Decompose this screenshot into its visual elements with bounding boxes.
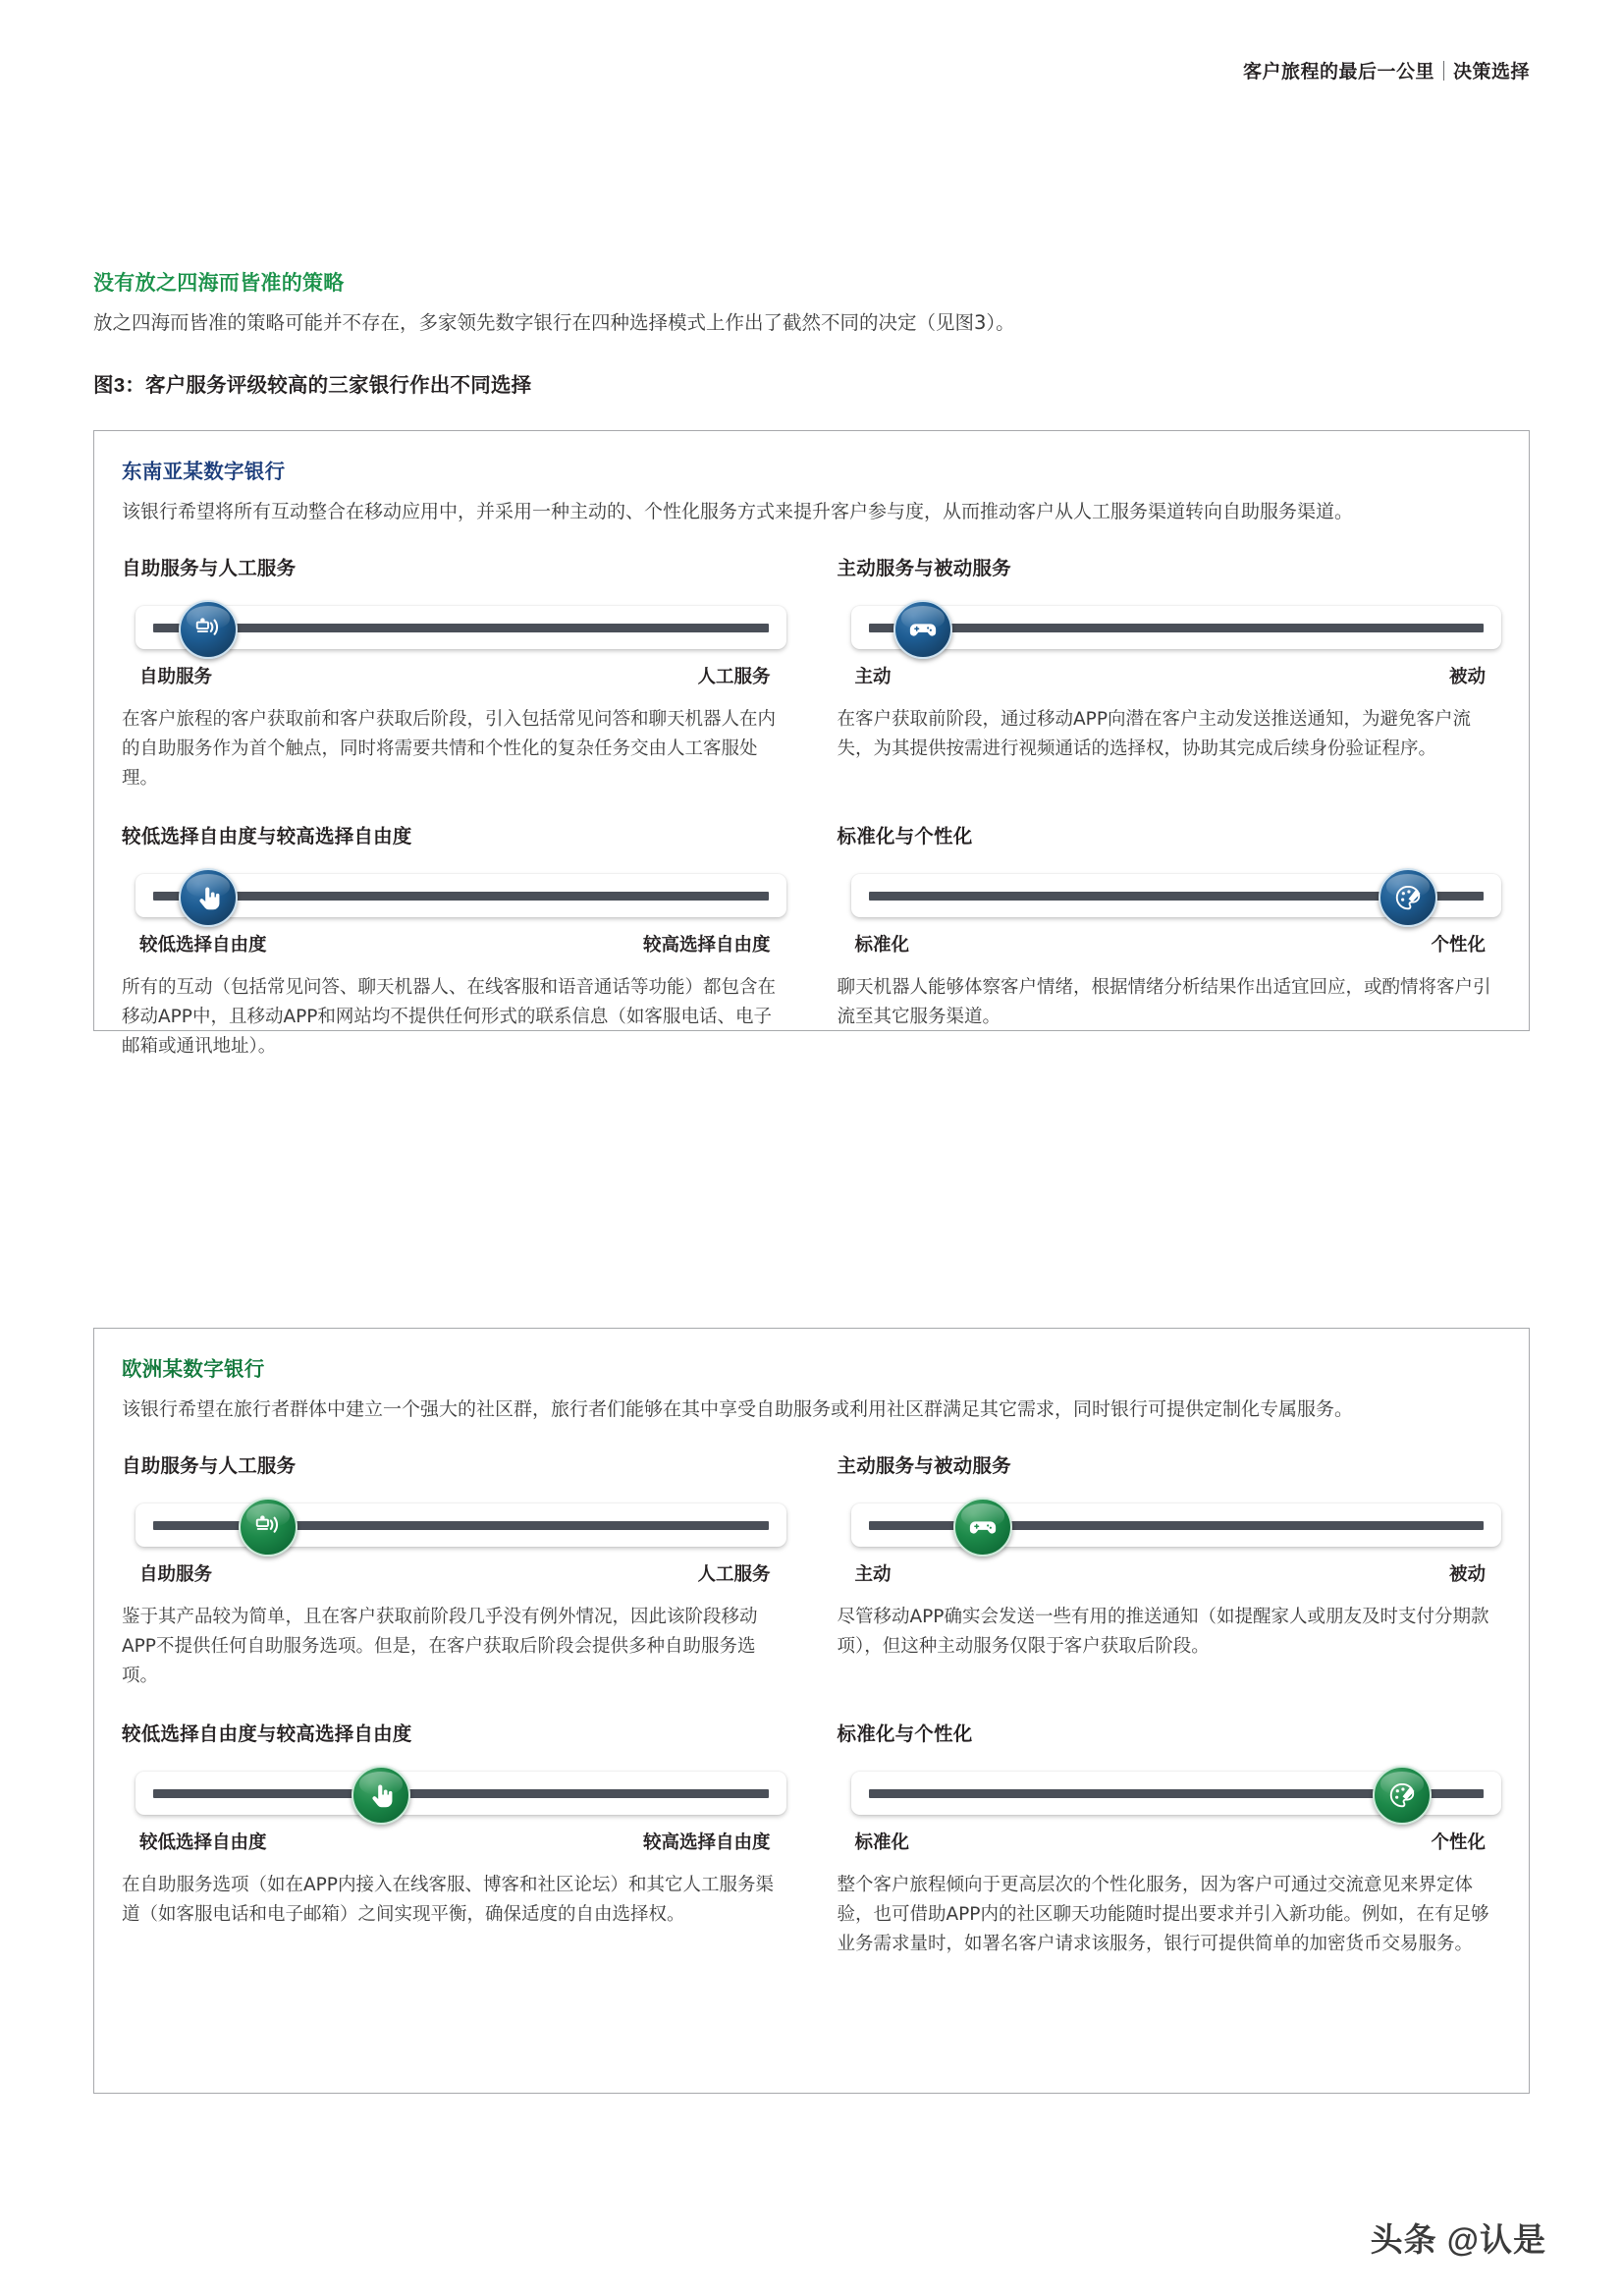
slider-endpoints [122, 663, 786, 688]
slider-left-label: 较低选择自由度 [139, 934, 267, 955]
slider-left-label: 主动 [854, 666, 892, 686]
speaker-broadcast-icon [253, 1512, 283, 1542]
running-header-subtitle: 决策选择 [1452, 62, 1530, 82]
palette-icon [1387, 1780, 1417, 1810]
slider-track[interactable] [153, 1789, 769, 1798]
slider-knob[interactable] [179, 600, 238, 659]
slider-right-label: 人工服务 [697, 666, 771, 686]
slider-right-label: 较高选择自由度 [642, 934, 771, 955]
slider[interactable] [838, 862, 1502, 925]
slider[interactable] [122, 594, 786, 657]
gamepad-icon [968, 1512, 998, 1542]
slider[interactable] [838, 1492, 1502, 1555]
slider-knob[interactable] [953, 1498, 1012, 1557]
dimension-proactive-vs-reactive [838, 1450, 1502, 1691]
slider-endpoints [122, 1829, 786, 1854]
hand-tap-icon [193, 883, 223, 912]
slider[interactable] [122, 862, 786, 925]
slider-right-label: 较高选择自由度 [642, 1831, 771, 1852]
dimension-title: 较低选择自由度与较高选择自由度 [122, 826, 412, 847]
bank-box-title: 东南亚某数字银行 [122, 461, 286, 483]
slider-left-label: 自助服务 [139, 1563, 213, 1584]
header-divider [1443, 61, 1444, 81]
dimension-note: 整个客户旅程倾向于更高层次的个性化服务，因为客户可通过交流意见来界定体验，也可借助APP内的社区聊天功能随时提出要求并引入新功能。例如，在有足够业务需求量时，如署名客户请求该服务，银行可提供简单的加密货币交易服务。 [837, 1875, 1489, 1954]
dimension-grid [122, 1450, 1501, 1959]
slider-right-label: 被动 [1448, 666, 1486, 686]
slider-knob[interactable] [239, 1498, 298, 1557]
slider-left-label: 标准化 [854, 1831, 910, 1852]
dimension-title: 自助服务与人工服务 [122, 1455, 297, 1477]
gamepad-icon [908, 615, 938, 644]
slider-endpoints [122, 931, 786, 957]
dimension-title: 标准化与个性化 [837, 1723, 973, 1745]
slider-knob[interactable] [1373, 1766, 1432, 1825]
running-header [1243, 57, 1530, 83]
slider-track[interactable] [153, 624, 769, 632]
dimension-self-vs-assisted [122, 553, 786, 793]
slider-endpoints [838, 1560, 1502, 1586]
slider-endpoints [838, 663, 1502, 688]
slider-track[interactable] [153, 892, 769, 901]
slider[interactable] [122, 1492, 786, 1555]
slider-right-label: 人工服务 [697, 1563, 771, 1584]
slider-knob[interactable] [1379, 868, 1437, 927]
dimension-note: 在客户旅程的客户获取前和客户获取后阶段，引入包括常见问答和聊天机器人在内的自助服务作为首个触点，同时将需要共情和个性化的复杂任务交由人工客服处理。 [122, 709, 777, 789]
bank-box-description: 该银行希望将所有互动整合在移动应用中，并采用一种主动的、个性化服务方式来提升客户参与度，从而推动客户从人工服务渠道转向自助服务渠道。 [122, 501, 1354, 522]
dimension-note: 尽管移动APP确实会发送一些有用的推送通知（如提醒家人或朋友及时支付分期款项），但这种主动服务仅限于客户获取后阶段。 [837, 1607, 1489, 1657]
slider-knob[interactable] [352, 1766, 410, 1825]
dimension-note: 在客户获取前阶段，通过移动APP向潜在客户主动发送推送通知，为避免客户流失，为其提供按需进行视频通话的选择权，协助其完成后续身份验证程序。 [837, 709, 1471, 759]
dimension-note: 鉴于其产品较为简单，且在客户获取前阶段几乎没有例外情况，因此该阶段移动APP不提供任何自助服务选项。但是，在客户获取后阶段会提供多种自助服务选项。 [122, 1607, 758, 1686]
dimension-note: 聊天机器人能够体察客户情绪，根据情绪分析结果作出适宜回应，或酌情将客户引流至其它服务渠道。 [837, 977, 1491, 1027]
slider-endpoints [838, 1829, 1502, 1854]
slider-left-label: 主动 [854, 1563, 892, 1584]
bank-box-title: 欧洲某数字银行 [122, 1358, 265, 1381]
dimension-title: 较低选择自由度与较高选择自由度 [122, 1723, 412, 1745]
bank-case-box-europe [93, 1328, 1530, 2094]
dimension-standard-vs-personal [838, 1719, 1502, 1959]
dimension-standard-vs-personal [838, 821, 1502, 1062]
slider[interactable] [122, 1760, 786, 1823]
figure-caption: 图3：客户服务评级较高的三家银行作出不同选择 [93, 374, 532, 397]
watermark: 头条 @认是 [1370, 2221, 1546, 2258]
hand-tap-icon [366, 1780, 396, 1810]
dimension-low-vs-high-freedom [122, 1719, 786, 1959]
bank-box-description: 该银行希望在旅行者群体中建立一个强大的社区群，旅行者们能够在其中享受自助服务或利用社区群满足其它需求，同时银行可提供定制化专属服务。 [122, 1398, 1354, 1420]
slider-track[interactable] [869, 624, 1485, 632]
intro-paragraph: 放之四海而皆准的策略可能并不存在，多家领先数字银行在四种选择模式上作出了截然不同的决定（见图3）。 [93, 311, 1015, 334]
slider-endpoints [122, 1560, 786, 1586]
intro-section [93, 267, 1532, 339]
slider-right-label: 被动 [1448, 1563, 1486, 1584]
slider-knob[interactable] [179, 868, 238, 927]
slider-endpoints [838, 931, 1502, 957]
dimension-title: 标准化与个性化 [837, 826, 973, 847]
dimension-low-vs-high-freedom [122, 821, 786, 1062]
dimension-proactive-vs-reactive [838, 553, 1502, 793]
dimension-grid [122, 553, 1501, 1062]
dimension-title: 主动服务与被动服务 [837, 558, 1011, 579]
slider-knob[interactable] [893, 600, 952, 659]
dimension-title: 主动服务与被动服务 [837, 1455, 1011, 1477]
palette-icon [1393, 883, 1423, 912]
slider-left-label: 较低选择自由度 [139, 1831, 267, 1852]
dimension-note: 所有的互动（包括常见问答、聊天机器人、在线客服和语音通话等功能）都包含在移动APP中，且移动APP和网站均不提供任何形式的联系信息（如客服电话、电子邮箱或通讯地址）。 [122, 977, 777, 1057]
slider-right-label: 个性化 [1431, 934, 1486, 955]
dimension-note: 在自助服务选项（如在APP内接入在线客服、博客和社区论坛）和其它人工服务渠道（如客服电话和电子邮箱）之间实现平衡，确保适度的自由选择权。 [122, 1875, 774, 1925]
slider-left-label: 自助服务 [139, 666, 213, 686]
slider[interactable] [838, 1760, 1502, 1823]
dimension-self-vs-assisted [122, 1450, 786, 1691]
section-heading: 没有放之四海而皆准的策略 [93, 272, 345, 295]
slider-right-label: 个性化 [1431, 1831, 1486, 1852]
slider[interactable] [838, 594, 1502, 657]
dimension-title: 自助服务与人工服务 [122, 558, 297, 579]
slider-left-label: 标准化 [854, 934, 910, 955]
running-header-title: 客户旅程的最后一公里 [1242, 62, 1434, 82]
speaker-broadcast-icon [193, 615, 223, 644]
bank-case-box-southeast-asia [93, 430, 1530, 1057]
